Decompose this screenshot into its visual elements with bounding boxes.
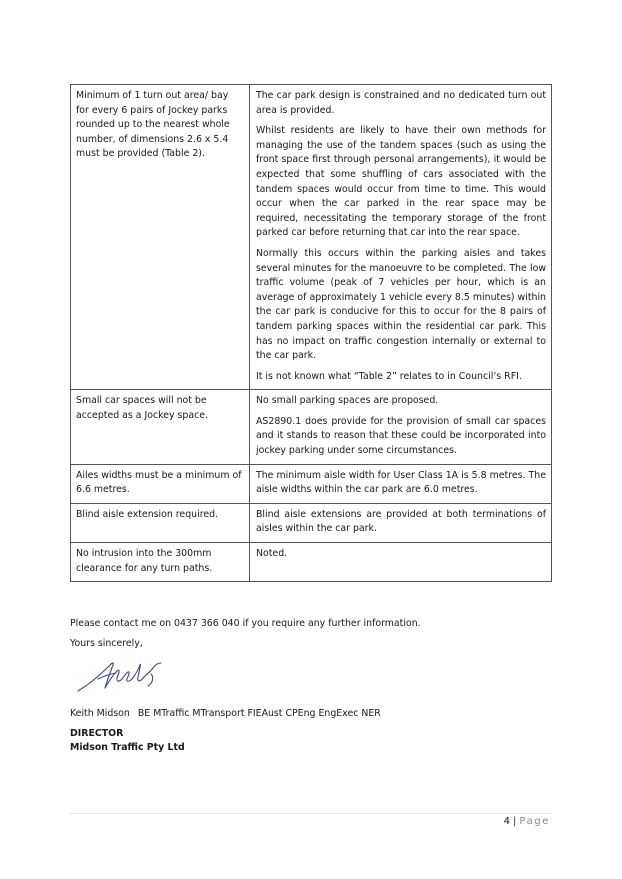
response-cell xyxy=(250,543,552,582)
signatory-qualifications: BE MTraffic MTransport FIEAust CPEng EngExec NER xyxy=(137,708,381,719)
rfi-response-table xyxy=(70,84,552,582)
table-row xyxy=(71,464,552,503)
footer-separator: | xyxy=(513,816,517,827)
response-paragraph: Whilst residents are likely to have their own methods for managing the use of the tandem spaces (such as using the front space first through personal arrangements), it would be expected that some shuffling of cars associated with the tandem spaces would occur from time to time. This would occur when the car parked in the rear space may be required, necessitating the temporary storage of the front parked car before returning that car into the rear space. xyxy=(256,125,546,239)
page-footer xyxy=(504,815,550,829)
signatory-line xyxy=(70,707,381,720)
response-paragraph: AS2890.1 does provide for the provision of small car spaces and it stands to reason that these could be incorporated into jockey parking under some circumstances. xyxy=(256,415,546,457)
response-paragraph: The car park design is constrained and no dedicated turn out area is provided. xyxy=(256,90,546,116)
response-paragraph: No small parking spaces are proposed. xyxy=(256,395,439,407)
response-cell xyxy=(250,464,552,503)
signatory-name: Keith Midson xyxy=(70,708,130,719)
requirement-cell: No intrusion into the 300mm clearance for any turn paths. xyxy=(71,543,250,582)
requirement-cell: Ailes widths must be a minimum of 6.6 metres. xyxy=(71,464,250,503)
response-paragraph: Noted. xyxy=(256,548,288,560)
table-row xyxy=(71,390,552,464)
response-paragraph: Normally this occurs within the parking aisles and takes several minutes for the manoeuvre to be completed. The low traffic volume (peak of 7 vehicles per hour, which is an average of approximately 1 vehicle every 8.5 minutes) within the car park is conducive for this to occur for the 8 pairs of tandem parking spaces within the residential car park. This has no impact on traffic congestion internally or external to the car park. xyxy=(256,247,546,362)
footer-divider xyxy=(70,813,552,814)
signatory-role: DIRECTOR xyxy=(70,728,124,739)
response-cell xyxy=(250,390,552,464)
table-row xyxy=(71,85,552,390)
signature-icon xyxy=(74,655,166,697)
table-row xyxy=(71,543,552,582)
company-name: Midson Traffic Pty Ltd xyxy=(70,742,185,753)
response-cell xyxy=(250,503,552,542)
response-paragraph: Blind aisle extensions are provided at both terminations of aisles within the car park. xyxy=(256,508,546,535)
table-row xyxy=(71,503,552,542)
page-number: 4 xyxy=(503,816,511,827)
response-paragraph: It is not known what “Table 2” relates to in Council’s RFI. xyxy=(256,370,522,382)
response-paragraph: The minimum aisle width for User Class 1A is 5.8 metres. The aisle widths within the car park are 6.0 metres. xyxy=(256,469,546,496)
requirement-cell: Small car spaces will not be accepted as a Jockey space. xyxy=(71,390,250,464)
contact-line: Please contact me on 0437 366 040 if you require any further information. xyxy=(70,618,421,629)
requirement-cell: Blind aisle extension required. xyxy=(71,503,250,542)
requirement-cell: Minimum of 1 turn out area/ bay for every 6 pairs of Jockey parks rounded up to the nearest whole number, of dimensions 2.6 x 5.4 must be provided (Table 2). xyxy=(71,85,250,390)
page-label: Page xyxy=(519,816,550,827)
closing-line: Yours sincerely, xyxy=(70,638,143,649)
response-cell xyxy=(250,85,552,390)
